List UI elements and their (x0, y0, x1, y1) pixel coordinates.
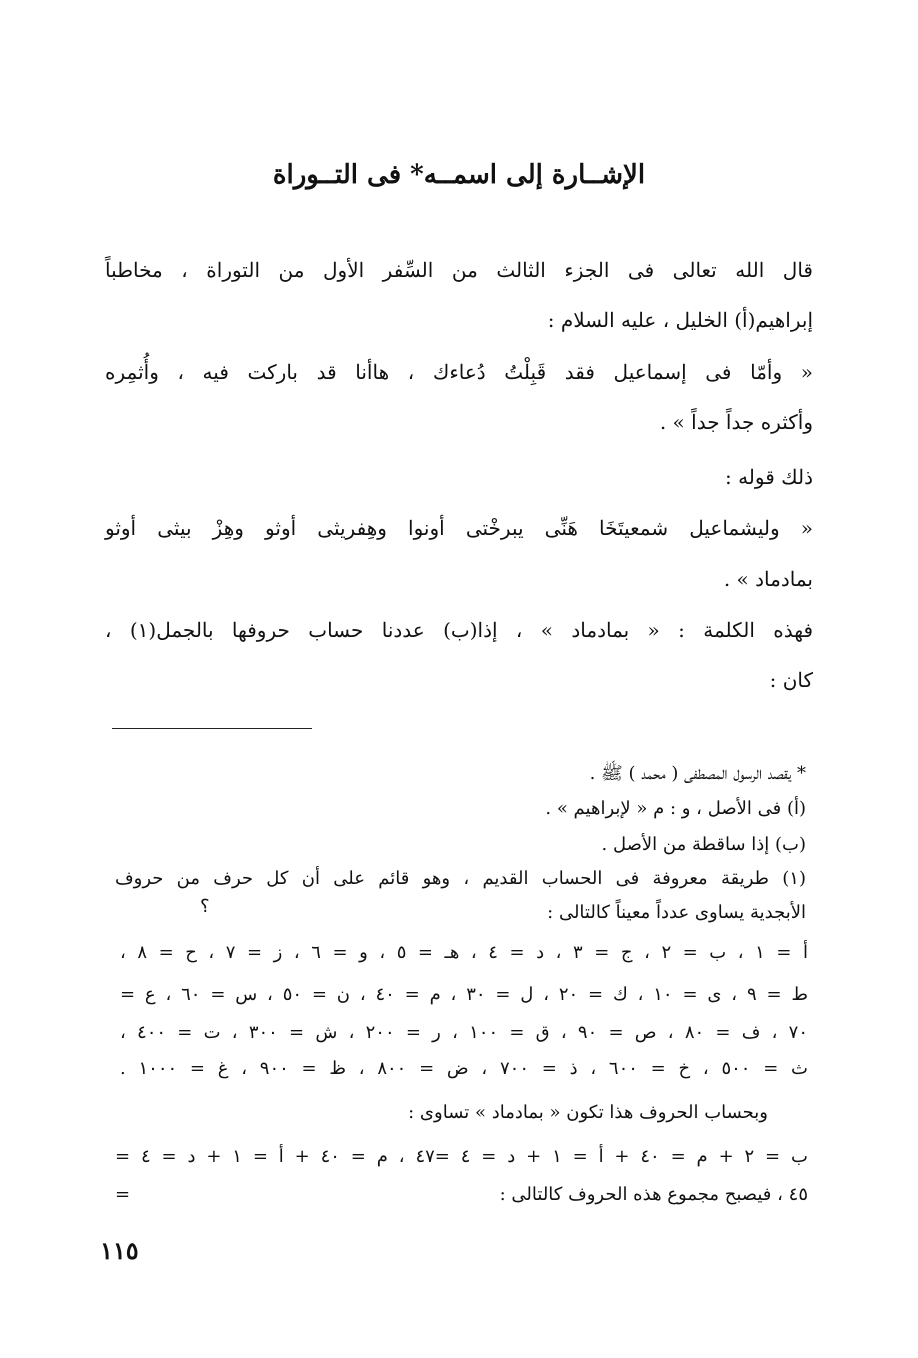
abjad-line-3: ٧٠ ، ف = ٨٠ ، ص = ٩٠ ، ق = ١٠٠ ، ر = ٢٠٠ ، ش = ٣٠٠ ، ت = ٤٠٠ ، (120, 1022, 808, 1043)
calculation-line-2: ٤٥ ، فيصبح مجموع هذه الحروف كالتالى : (499, 1184, 808, 1205)
footnote-1-line-2: الأبجدية يساوى عدداً معيناً كالتالى : (547, 902, 806, 923)
abjad-line-4: ث = ٥٠٠ ، خ = ٦٠٠ ، ذ = ٧٠٠ ، ض = ٨٠٠ ، ظ = ٩٠٠ ، غ = ١٠٠٠ . (120, 1058, 808, 1079)
paragraph-2: ذلك قوله : (724, 465, 813, 489)
quote-2-line-1: « وليشماعيل شمعيتَخَا هَنِّى يبرخْتى أونوا وهِفريثى أوثو وهِزْ بيثى أوثو (105, 516, 813, 540)
footnote-a: (أ) فى الأصل ، و : م « لإبراهيم » . (545, 798, 806, 819)
footnote-star: * يقصد الرسول المصطفى ( محمد ) ﷺ . (589, 763, 806, 784)
calculation-intro: وبحساب الحروف هذا تكون « بمادماد » تساوى : (408, 1102, 768, 1123)
abjad-line-2: ط = ٩ ، ى = ١٠ ، ك = ٢٠ ، ل = ٣٠ ، م = ٤٠ ، ن = ٥٠ ، س = ٦٠ ، ع = (120, 984, 809, 1005)
paragraph-1-line-1: قال الله تعالى فى الجزء الثالث من السِّفر الأول من التوراة ، مخاطباً (105, 258, 813, 282)
quote-1-line-2: وأكثره جداً جداً » . (659, 410, 813, 434)
paragraph-1-line-2: إبراهيم(أ) الخليل ، عليه السلام : (547, 308, 813, 332)
paragraph-3-line-1: فهذه الكلمة : « بمادماد » ، إذا(ب) عددنا حساب حروفها بالجمل(١) ، (105, 618, 813, 642)
page-title: الإشــارة إلى اسمــه* فى التــوراة (272, 160, 646, 190)
footnote-question-mark: ؟ (200, 896, 210, 917)
quote-1-line-1: « وأمّا فى إسماعيل فقد قَبِلْتُ دُعاءك ، هاأنا قد باركت فيه ، وأُثمِره (105, 360, 813, 384)
footnote-b: (ب) إذا ساقطة من الأصل . (601, 834, 806, 855)
calculation-end-sign: = (115, 1184, 131, 1205)
calculation-equation: ب = ٢ + م = ٤٠ + أ = ١ + د = ٤ =٤٧ ، م = ٤٠ + أ = ١ + د = ٤ = (115, 1146, 808, 1167)
page-number: ١١٥ (100, 1236, 139, 1265)
quote-2-line-2: بمادماد » . (723, 567, 813, 591)
paragraph-3-line-2: كان : (769, 668, 813, 692)
footnote-1-line-1: (١) طريقة معروفة فى الحساب القديم ، وهو قائم على أن كل حرف من حروف (115, 868, 806, 889)
footnote-divider (112, 728, 312, 729)
abjad-line-1: أ = ١ ، ب = ٢ ، ج = ٣ ، د = ٤ ، هـ = ٥ ، و = ٦ ، ز = ٧ ، ح = ٨ ، (120, 942, 809, 963)
